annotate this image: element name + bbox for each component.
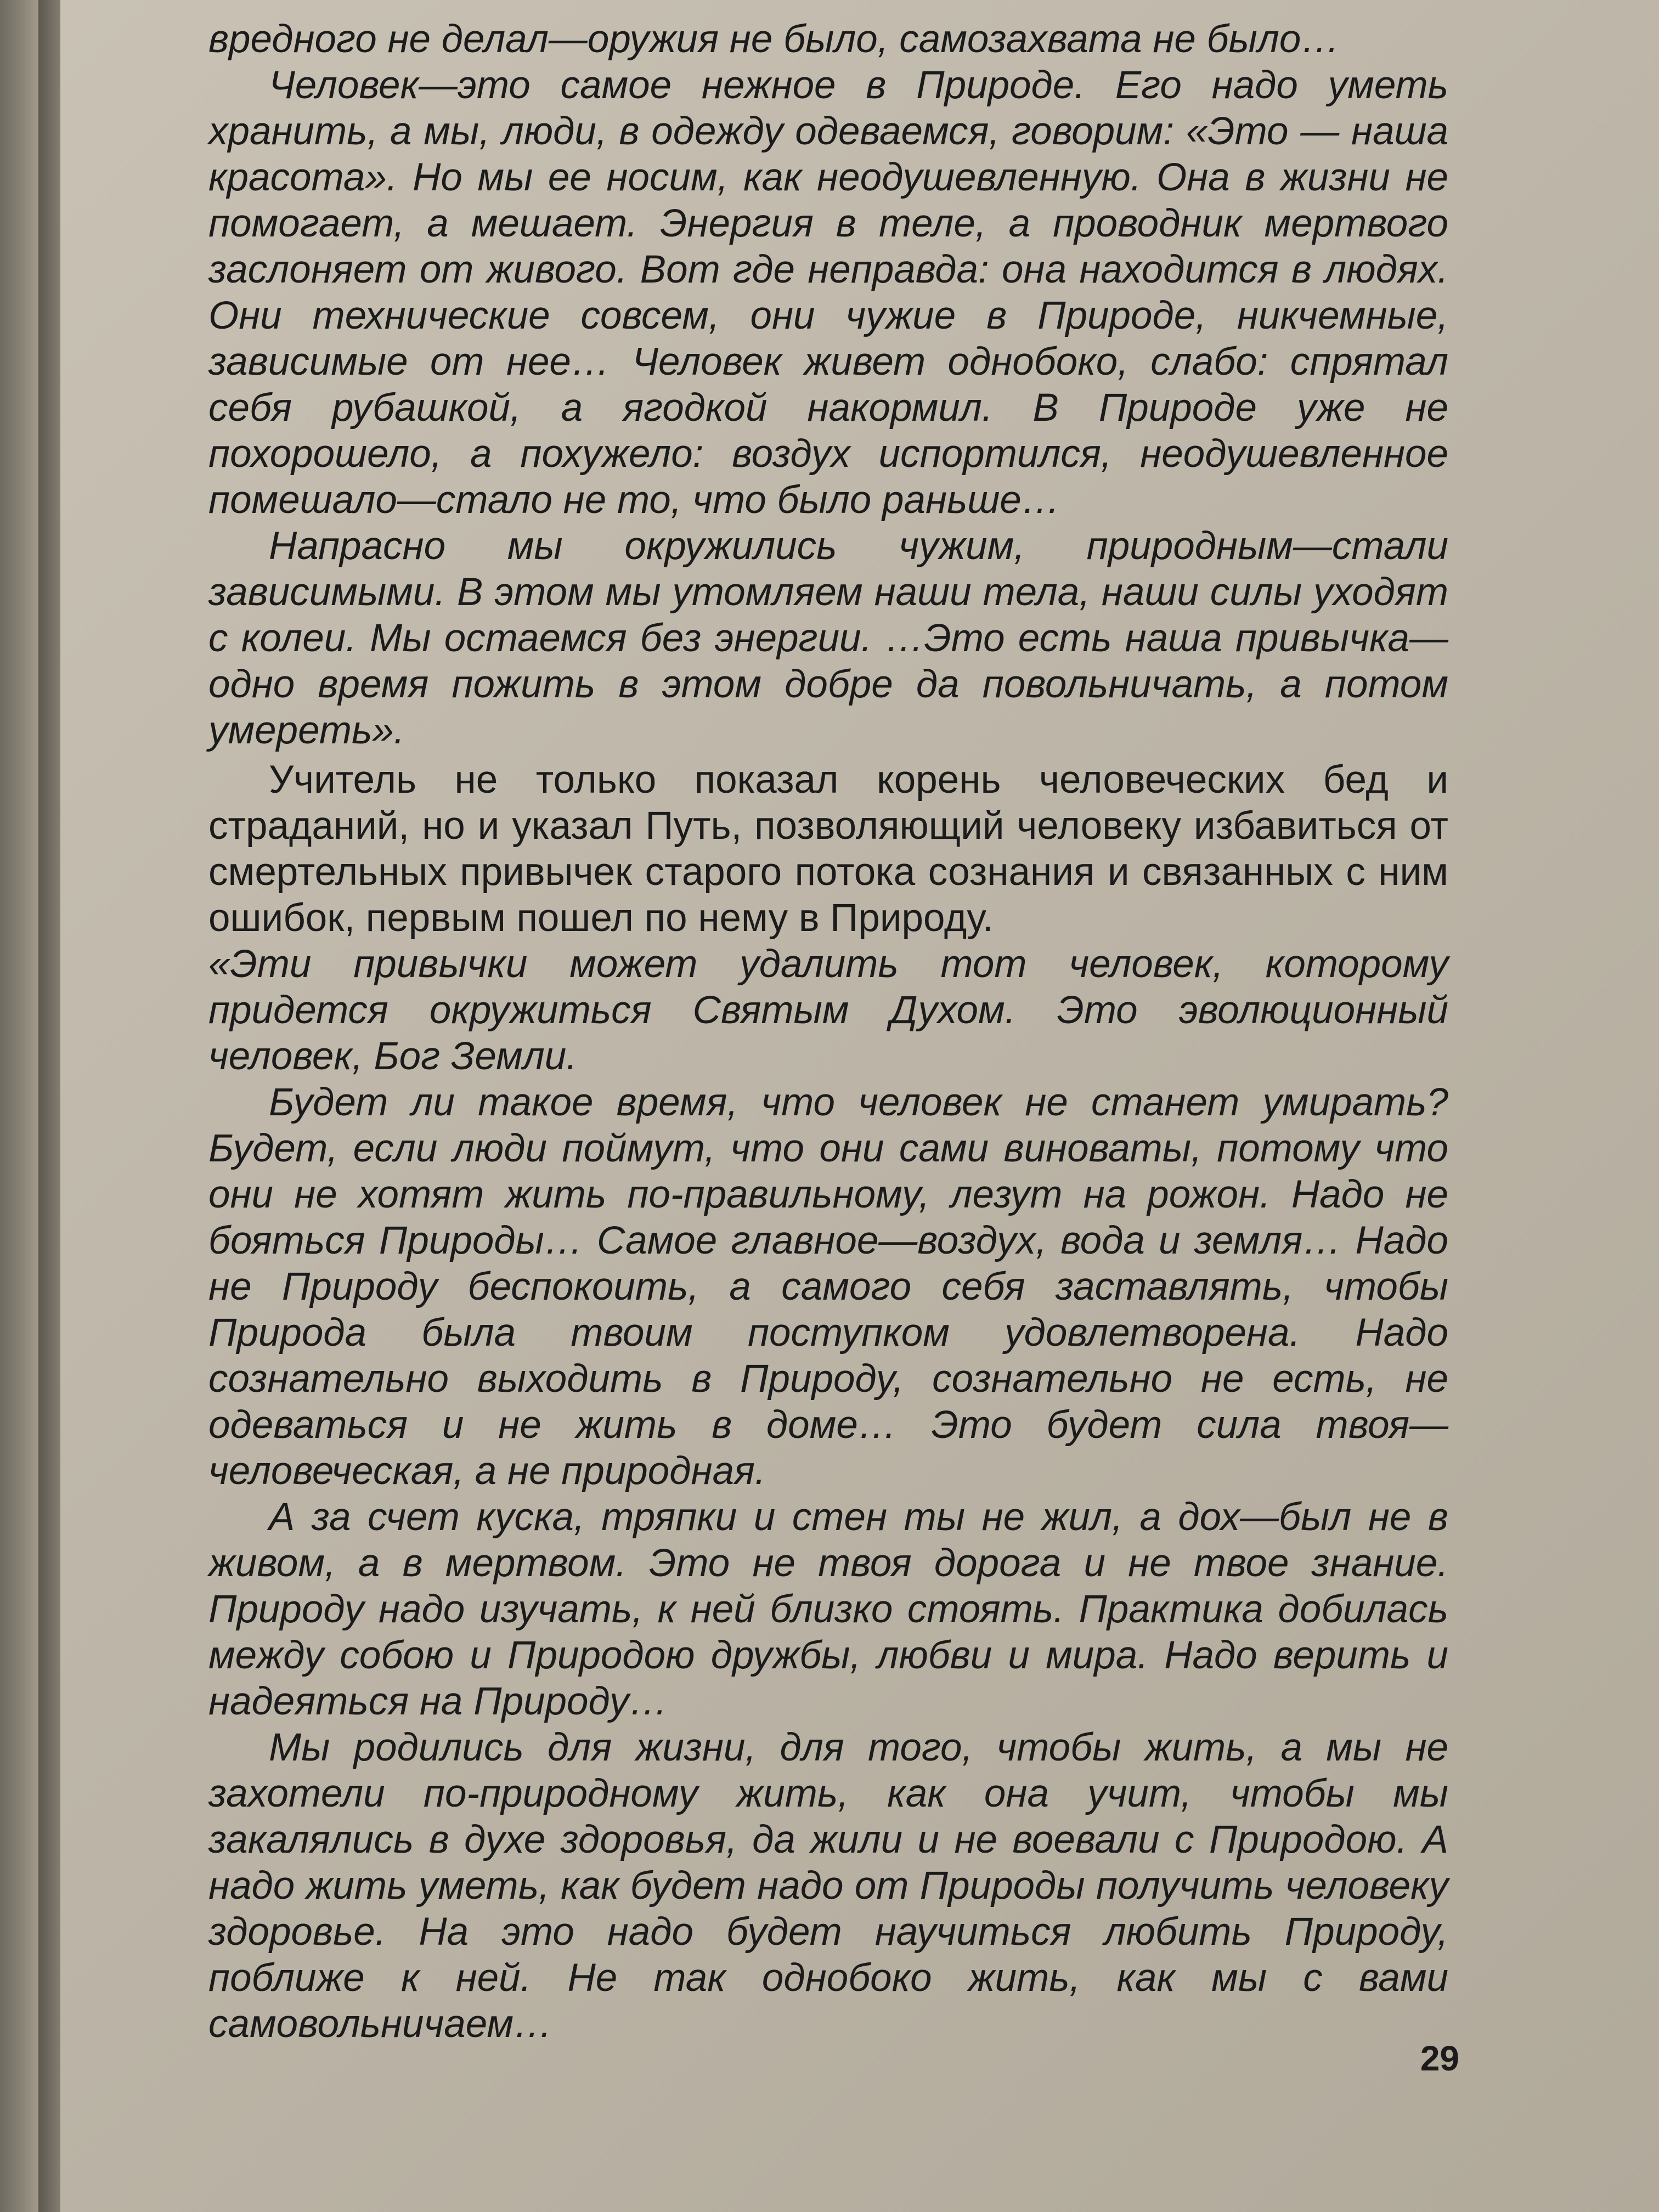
paragraph: вредного не делал—оружия не было, самозахвата не было…: [208, 18, 1340, 61]
paragraph: А за счет куска, тряпки и стен ты не жил, а дох—был не в живом, а в мертвом. Это не твоя дорога и не твое знание. Природу надо изучать, к ней близко стоять. Практика добилась между собою и Природою дружбы, любви и мира. Надо верить и надеяться на Природу…: [208, 1496, 1448, 1723]
paragraph: Учитель не только показал корень человеческих бед и страданий, но и указал Путь, позволяющий человеку избавиться от смертельных привычек старого потока сознания и связанных с ним ошибок, первым пошел по нему в Природу.: [208, 758, 1448, 940]
book-gutter: [38, 0, 60, 2212]
page-number: 29: [1420, 2039, 1459, 2078]
page-text: [208, 16, 1448, 2047]
paragraph: «Эти привычки может удалить тот человек, которому придется окружиться Святым Духом. Это эволюционный человек, Бог Земли.: [208, 943, 1448, 1078]
previous-page-edge: [0, 0, 38, 2212]
paragraph: Напрасно мы окружились чужим, природным—стали зависимыми. В этом мы утомляем наши тела, наши силы уходят с колеи. Мы остаемся без энергии. …Это есть наша привычка—одно время пожить в этом добре да повольничать, а потом умереть».: [208, 524, 1448, 752]
paragraph: Мы родились для жизни, для того, чтобы жить, а мы не захотели по-природному жить, как она учит, чтобы мы закалялись в духе здоровья, да жили и не воевали с Природою. А надо жить уметь, как будет надо от Природы получить человеку здоровье. На это надо будет научиться любить Природу, поближе к ней. Не так однобоко жить, как мы с вами самовольничаем…: [208, 1726, 1448, 2046]
paragraph: Будет ли такое время, что человек не станет умирать? Будет, если люди поймут, что они сами виноваты, потому что они не хотят жить по-правильному, лезут на рожон. Надо не бояться Природы… Самое главное—воздух, вода и земля… Надо не Природу беспокоить, а самого себя заставлять, чтобы Природа была твоим поступком удовлетворена. Надо сознательно выходить в Природу, сознательно не есть, не одеваться и не жить в доме… Это будет сила твоя—человеческая, а не природная.: [208, 1081, 1448, 1493]
paragraph: Человек—это самое нежное в Природе. Его надо уметь хранить, а мы, люди, в одежду одеваемся, говорим: «Это — наша красота». Но мы ее носим, как неодушевленную. Она в жизни не помогает, а мешает. Энергия в теле, а проводник мертвого заслоняет от живого. Вот где неправда: она находится в людях. Они технические совсем, они чужие в Природе, никчемные, зависимые от нее… Человек живет однобоко, слабо: спрятал себя рубашкой, а ягодкой накормил. В Природе уже не похорошело, а похужело: воздух испортился, неодушевленное помешало—стало не то, что было раньше…: [208, 64, 1448, 522]
book-page: [60, 0, 1659, 2212]
